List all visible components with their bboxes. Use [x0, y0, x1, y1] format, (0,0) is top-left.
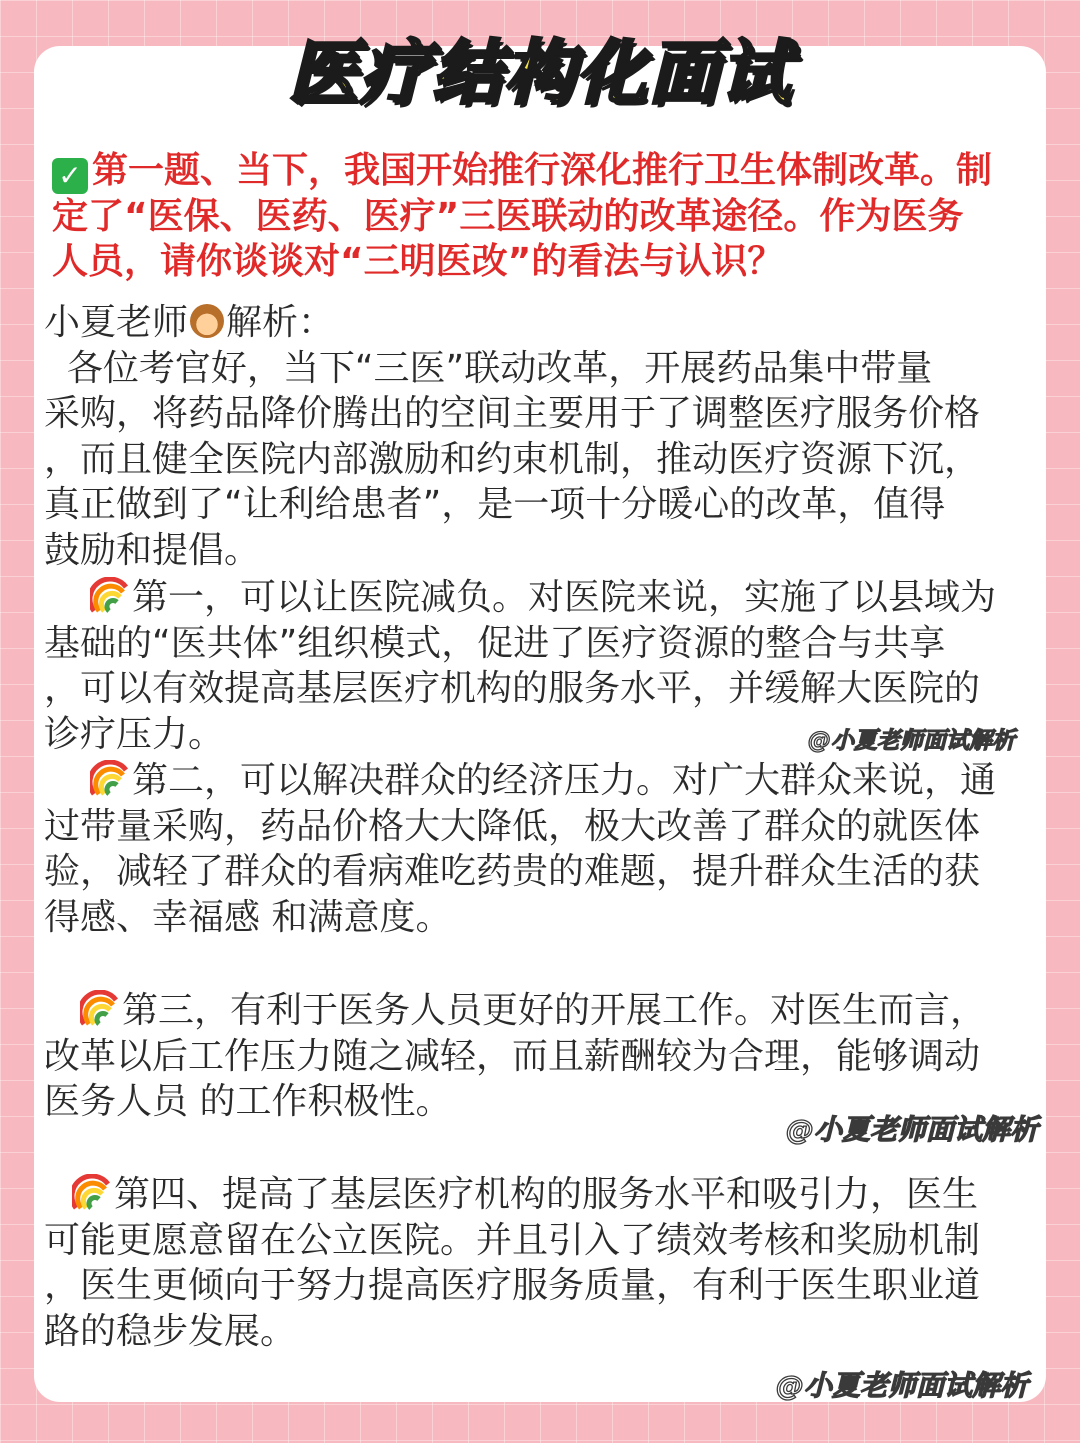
point-4 — [44, 1172, 980, 1354]
point-3-line-2: 改革以后工作压力随之减轻，而且薪酬较为合理，能够调动 — [44, 1035, 981, 1077]
watermark-1: @小夏老师面试解析 — [808, 728, 1015, 754]
analysis-header: 小夏老师 解析： — [44, 302, 335, 343]
point-4-line-3: ，医生更倾向于努力提高医疗服务质量，有利于医生职业道 — [44, 1265, 981, 1306]
question-line-2: 定了“医保、医药、医疗”三医联动的改革途径。作为医务 — [52, 196, 964, 237]
point-2 — [44, 758, 996, 940]
rainbow-icon — [80, 990, 120, 1026]
rainbow-icon — [72, 1174, 112, 1210]
question-block — [52, 148, 992, 284]
intro-line-1: 各位考官好，当下“三医”联动改革，开展药品集中带量 — [44, 347, 933, 389]
point-1-line-2: 基础的“医共体”组织模式，促进了医疗资源的整合与共享 — [44, 622, 946, 664]
watermark-3: @小夏老师面试解析 — [776, 1369, 1029, 1402]
rainbow-icon — [90, 760, 130, 796]
point-4-line-4: 路的稳步发展。 — [44, 1310, 297, 1352]
analysis-intro — [44, 300, 980, 573]
point-1-line-1: 第一，可以让医院减负。对医院来说，实施了以县域为 — [44, 575, 996, 621]
point-2-line-3: 验，减轻了群众的看病难吃药贵的难题，提升群众生活的获 — [44, 851, 981, 892]
question-line-3: 人员，请你谈谈对“三明医改”的看法与认识？ — [52, 241, 784, 282]
point-1-line-4: 诊疗压力。 — [44, 713, 225, 755]
intro-line-2: 采购，将药品降价腾出的空间主要用于了调整医疗服务价格 — [44, 393, 981, 434]
point-2-line-1: 第二，可以解决群众的经济压力。对广大群众来说，通 — [44, 758, 996, 804]
intro-line-5: 鼓励和提倡。 — [44, 529, 261, 571]
intro-line-4: 真正做到了“让利给患者”，是一项十分暖心的改革，值得 — [44, 484, 946, 525]
check-mark-icon: ✓ — [52, 158, 88, 194]
rainbow-icon — [90, 577, 130, 613]
point-4-line-2: 可能更愿意留在公立医院。并且引入了绩效考核和奖励机制 — [44, 1219, 981, 1261]
question-line-1: ✓ 第一题、当下，我国开始推行深化推行卫生体制改革。制 — [52, 148, 992, 194]
point-2-line-2: 过带量采购，药品价格大大降低，极大改善了群众的就医体 — [44, 805, 981, 847]
point-4-line-1: 第四、提高了基层医疗机构的服务水平和吸引力，医生 — [44, 1172, 980, 1218]
page-title: 医疗结构化面试 — [288, 32, 792, 114]
watermark-2: @小夏老师面试解析 — [786, 1113, 1039, 1146]
point-3-line-3: 医务人员 的工作积极性。 — [44, 1081, 452, 1122]
intro-line-3: ，而且健全医院内部激励和约束机制，推动医疗资源下沉， — [44, 438, 981, 480]
point-3 — [44, 988, 986, 1125]
point-2-line-4: 得感、幸福感 和满意度。 — [44, 896, 452, 938]
point-1-line-3: ，可以有效提高基层医疗机构的服务水平，并缓解大医院的 — [44, 668, 981, 709]
point-3-line-1: 第三，有利于医务人员更好的开展工作。对医生而言， — [44, 988, 986, 1034]
teacher-emoji-icon — [190, 304, 224, 338]
